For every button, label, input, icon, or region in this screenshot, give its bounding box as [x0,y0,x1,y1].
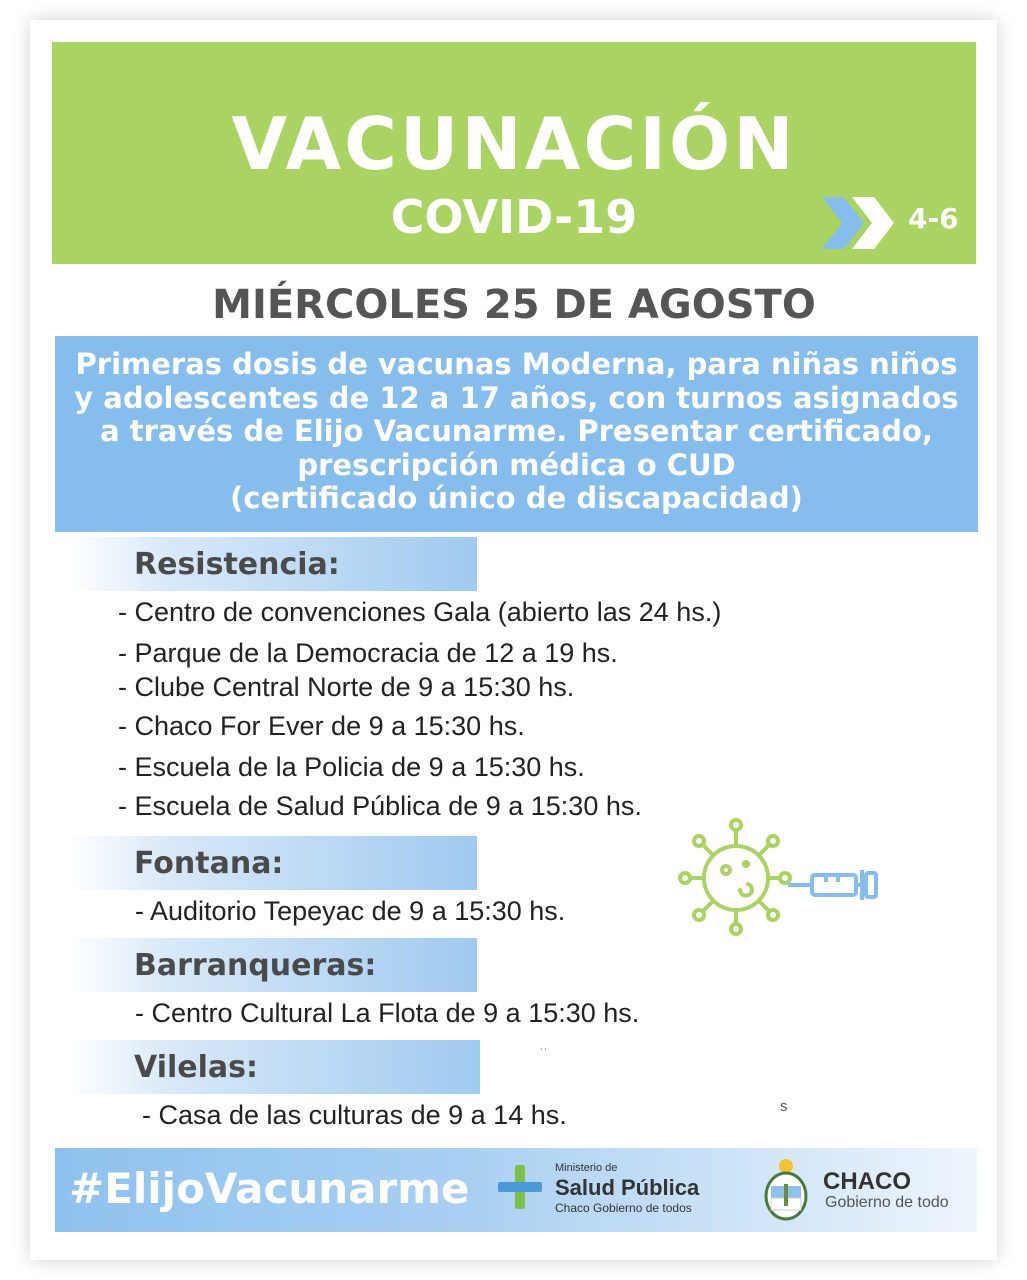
ministry-subtitle: Chaco Gobierno de todos [555,1201,692,1215]
info-line: a través de Elijo Vacunarme. Presentar certificado, [100,414,933,448]
city-name: Barranqueras: [134,948,377,983]
footer-banner [55,1148,977,1232]
city-name: Vilelas: [134,1050,258,1085]
plus-cross-icon [498,1165,542,1209]
location-item: - Escuela de la Policia de 9 a 15:30 hs. [118,752,585,782]
info-line: Primeras dosis de vacunas Moderna, para niñas niños [75,347,958,381]
city-header-resistencia [66,537,477,591]
location-item: - Parque de la Democracia de 12 a 19 hs. [118,638,618,668]
location-item: - Casa de las culturas de 9 a 14 hs. [142,1100,567,1130]
info-line: y adolescentes de 12 a 17 años, con turnos asignados [74,380,959,415]
gov-name: CHACO [823,1168,911,1195]
location-item: - Clube Central Norte de 9 a 15:30 hs. [118,672,575,702]
info-line: prescripción médica o CUD [297,447,736,482]
date-heading: MIÉRCOLES 25 DE AGOSTO [212,282,816,328]
ministry-name: Salud Pública [555,1175,700,1200]
city-header-barranqueras [66,938,477,992]
age-range: 4-6 [908,202,959,235]
virus-syringe-icon [676,812,896,942]
location-item: - Escuela de Salud Pública de 9 a 15:30 hs. [118,791,642,821]
location-item: - Chaco For Ever de 9 a 15:30 hs. [118,711,525,741]
city-name: Fontana: [134,846,284,881]
subtitle: COVID-19 [390,190,638,244]
location-item: - Centro Cultural La Flota de 9 a 15:30 hs. [135,998,640,1028]
stray-mark: ˙˙ [540,1046,548,1060]
gov-subtitle: Gobierno de todo [825,1194,949,1211]
city-header-vilelas [66,1040,480,1094]
title: VACUNACIÓN [231,102,797,186]
info-text [55,348,978,516]
location-item: - Centro de convenciones Gala (abierto las 24 hs.) [118,597,722,627]
city-header-fontana [66,836,477,890]
stray-mark: s [780,1098,788,1115]
header-banner [52,42,976,264]
city-name: Resistencia: [134,547,340,582]
double-chevron-icon [822,197,897,249]
info-box [55,336,978,532]
info-line: (certificado único de discapacidad) [230,481,803,515]
chaco-seal-icon [761,1156,811,1222]
ministry-small-label: Ministerio de [555,1162,618,1174]
hashtag: #ElijoVacunarme [69,1164,470,1213]
location-item: - Auditorio Tepeyac de 9 a 15:30 hs. [135,896,566,926]
